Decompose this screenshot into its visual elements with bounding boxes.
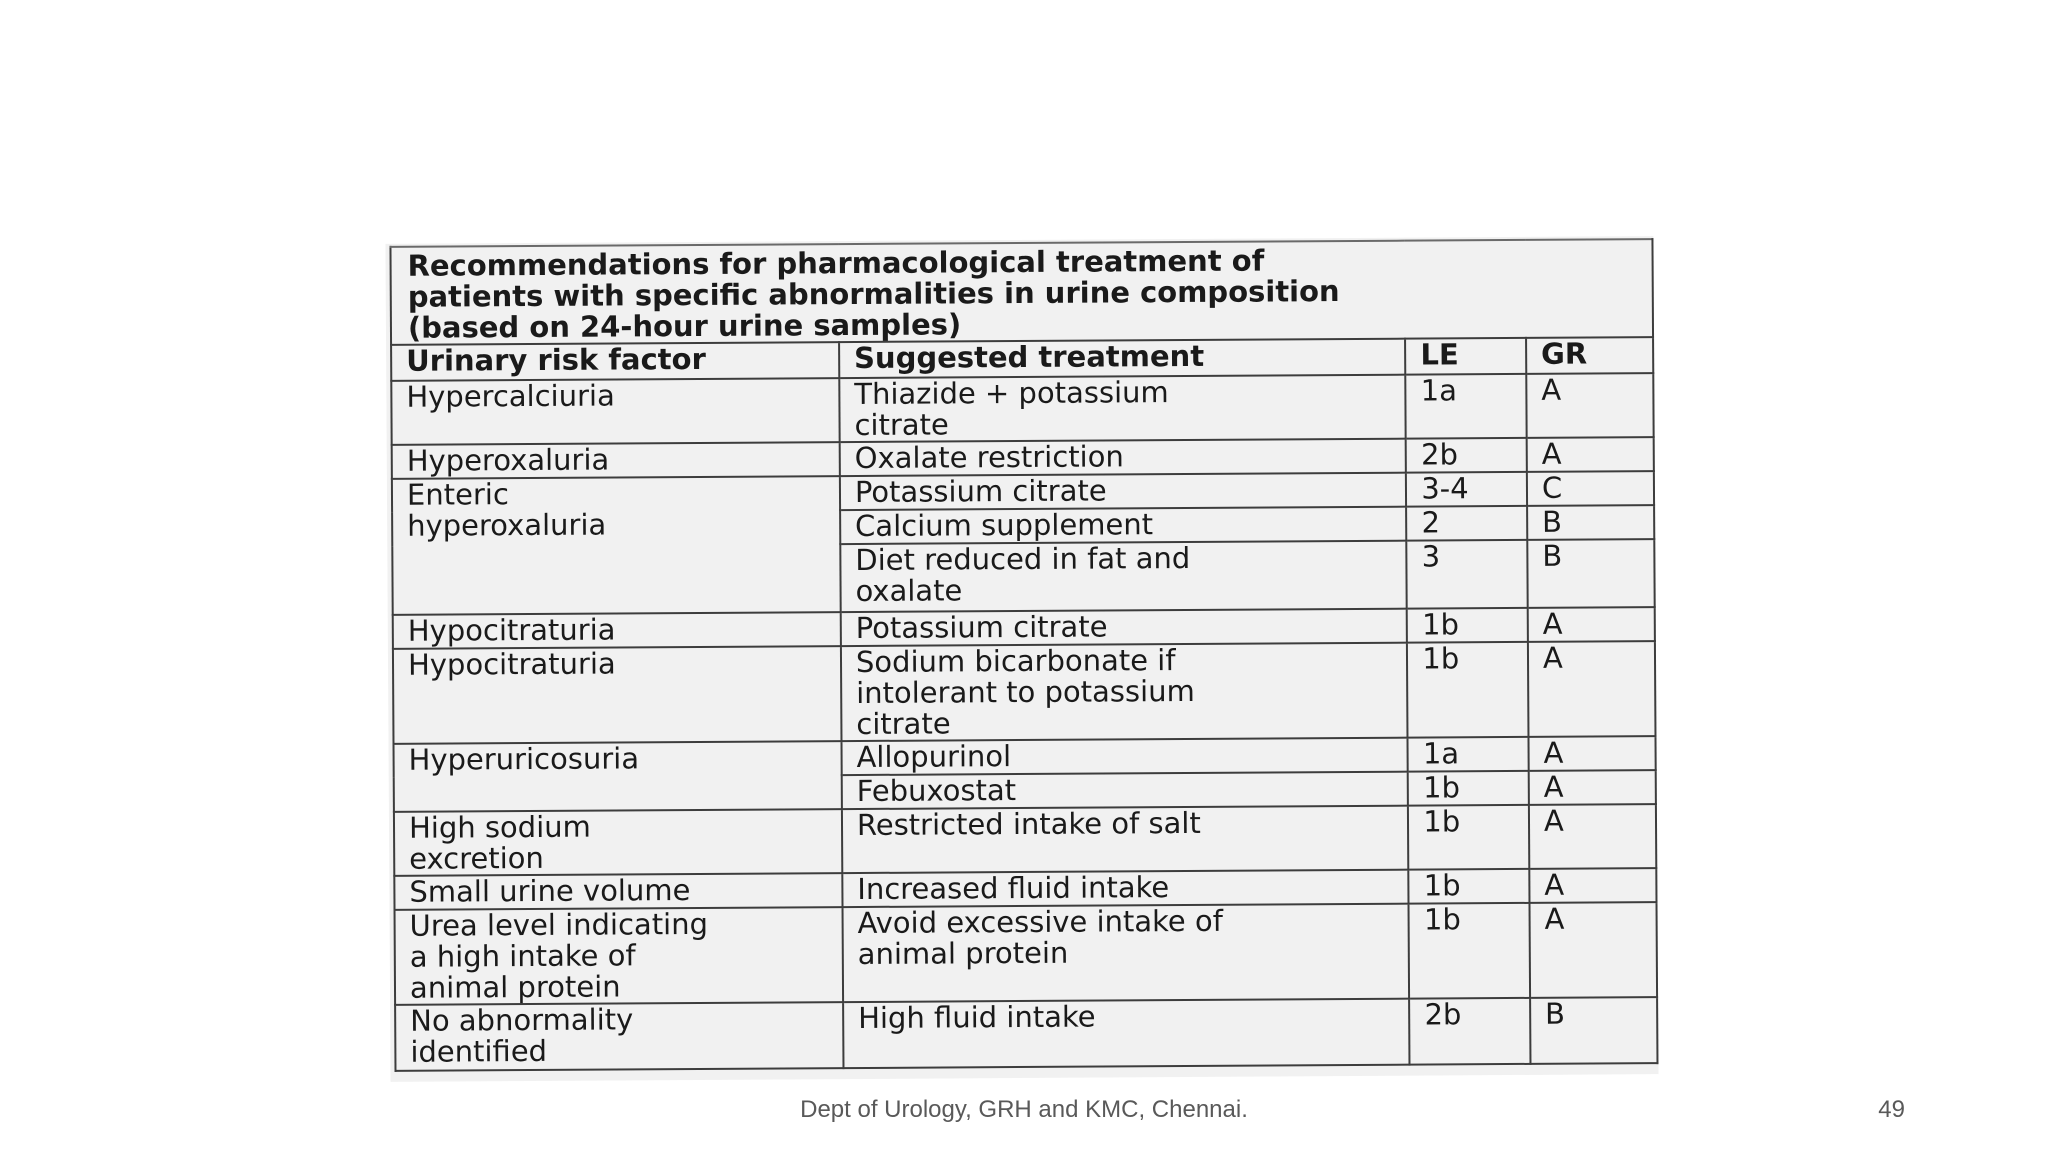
treatment-cell: Restricted intake of salt [842,806,1409,873]
slide-page-number: 49 [1878,1096,1905,1123]
header-suggested-treatment: Suggested treatment [839,339,1406,378]
risk-factor-cell: Hypocitraturia [393,612,841,649]
treatment-cell: Febuxostat [842,772,1409,809]
treatment-cell: Sodium bicarbonate if intolerant to potassium citrate [841,643,1408,741]
risk-factor-cell: Urea level indicating a high intake of animal protein [395,907,844,1005]
gr-cell: B [1527,505,1654,540]
treatment-cell: Thiazide + potassium citrate [839,375,1406,442]
gr-cell: A [1529,902,1657,998]
le-cell: 2b [1406,438,1527,473]
le-cell: 1b [1409,903,1530,999]
treatment-cell: Oxalate restriction [840,439,1407,476]
treatment-cell: Avoid excessive intake of animal protein [842,904,1409,1002]
table-caption: Recommendations for pharmacological treatment of patients with specific abnormalities in urine composition (based on 24-hour urine samples) [390,239,1653,345]
le-cell: 3 [1407,540,1528,609]
gr-cell: A [1528,736,1655,771]
risk-factor-cell: Small urine volume [394,873,842,910]
header-urinary-risk-factor: Urinary risk factor [391,342,839,381]
treatment-cell: Increased fluid intake [842,870,1409,907]
le-cell: 1b [1407,642,1528,738]
scanned-table-image [385,236,1658,1082]
risk-factor-cell: Hyperoxaluria [392,442,840,479]
gr-cell: A [1528,641,1656,737]
le-cell: 1a [1408,737,1529,772]
gr-cell: C [1527,471,1654,506]
recommendations-table [389,238,1658,1072]
le-cell: 2b [1409,998,1530,1065]
le-cell: 1b [1409,869,1530,904]
table-row [391,373,1653,445]
treatment-cell: Potassium citrate [840,473,1407,510]
treatment-cell: Potassium citrate [841,609,1408,646]
risk-factor-cell: High sodium excretion [394,809,842,876]
le-cell: 1a [1406,374,1527,439]
treatment-cell: Calcium supplement [840,507,1407,544]
risk-factor-cell: Hyperuricosuria [394,741,842,812]
gr-cell: B [1527,539,1654,608]
header-gr: GR [1526,337,1653,374]
treatment-cell: Diet reduced in fat and oxalate [840,541,1407,612]
le-cell: 1b [1408,771,1529,806]
gr-cell: A [1529,804,1656,869]
risk-factor-cell: No abnormality identified [395,1002,843,1071]
gr-cell: A [1528,607,1655,642]
treatment-cell: High fluid intake [843,999,1410,1068]
treatment-cell: Allopurinol [841,738,1408,775]
table-row [395,902,1658,1005]
table-caption-row [390,239,1653,345]
risk-factor-cell: Hypercalciuria [391,378,839,445]
risk-factor-cell: Enteric hyperoxaluria [392,476,841,615]
slide-footer: Dept of Urology, GRH and KMC, Chennai. [800,1096,1248,1123]
gr-cell: A [1529,770,1656,805]
table-row [394,804,1656,876]
table-row [393,641,1656,744]
le-cell: 2 [1406,506,1527,541]
le-cell: 1b [1408,805,1529,870]
table-row [395,997,1657,1071]
gr-cell: A [1527,437,1654,472]
gr-cell: B [1530,997,1657,1064]
risk-factor-cell: Hypocitraturia [393,646,842,744]
le-cell: 3-4 [1406,472,1527,507]
gr-cell: A [1529,868,1656,903]
le-cell: 1b [1407,608,1528,643]
gr-cell: A [1526,373,1653,438]
header-le: LE [1405,338,1526,375]
